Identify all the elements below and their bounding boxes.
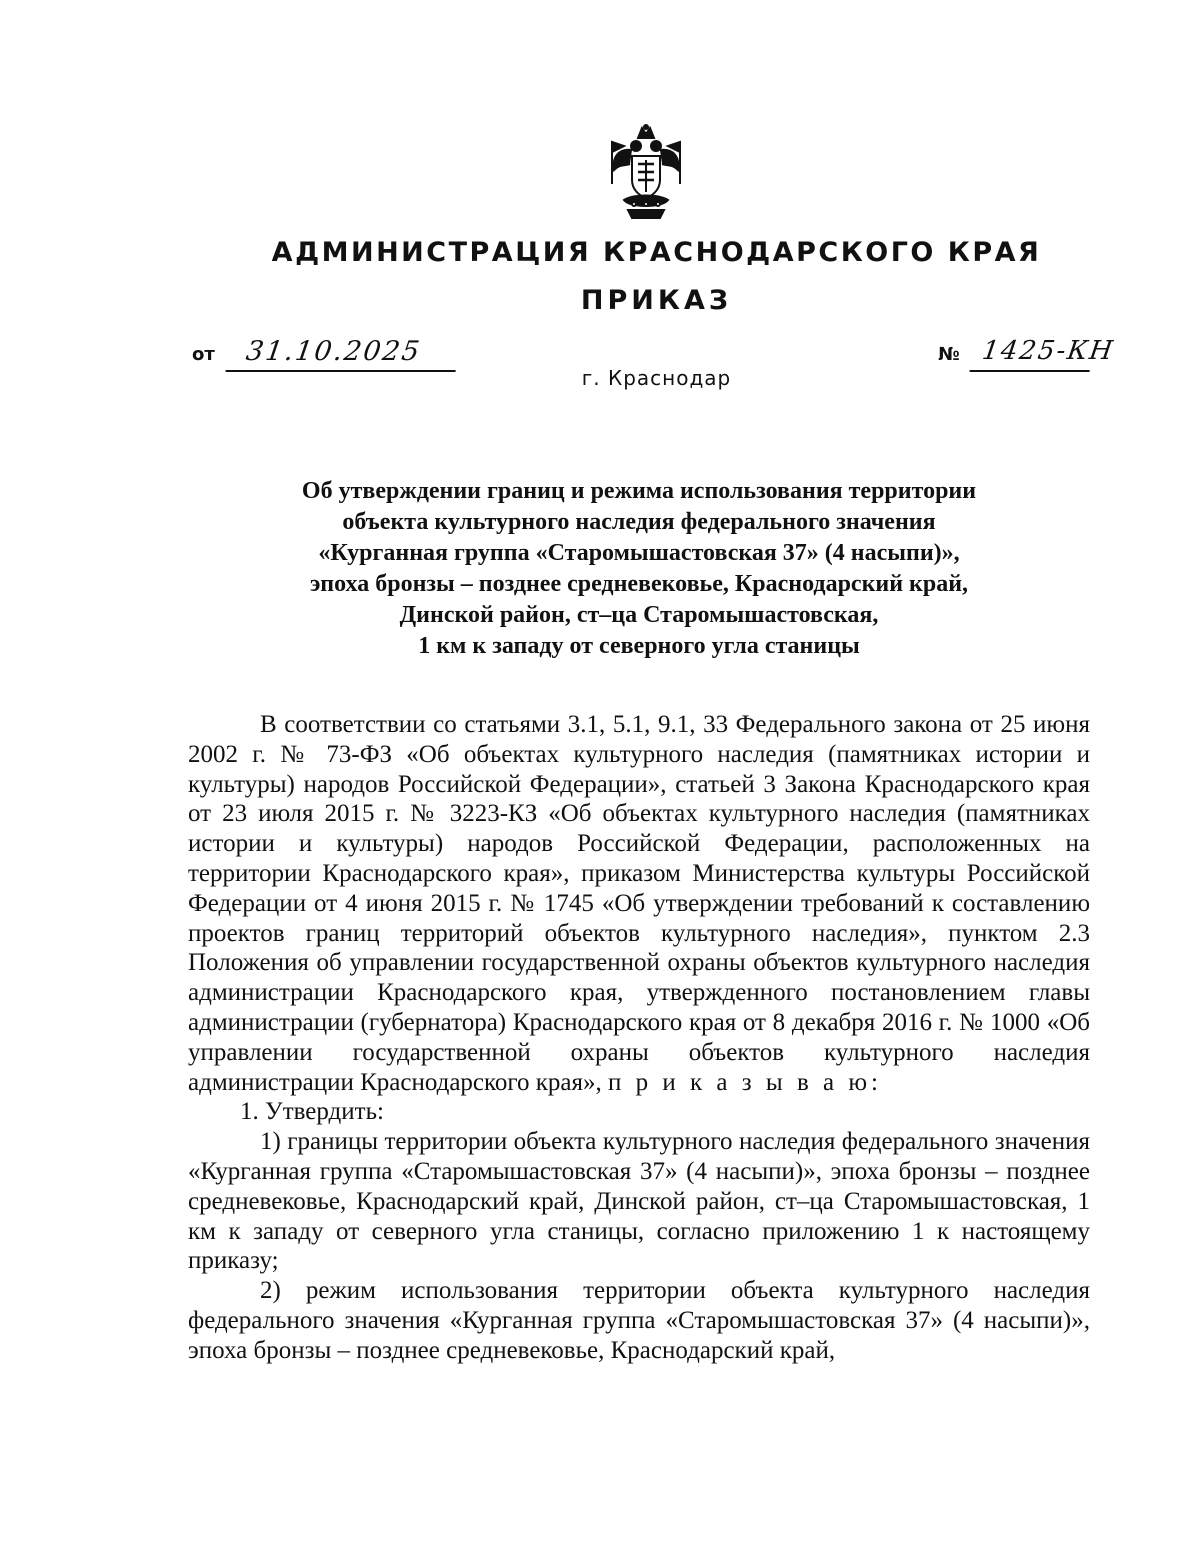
subject-line: «Курганная группа «Старомышастовская 37» (4 насыпи)»,: [318, 540, 960, 566]
preamble-text: В соответствии со статьями 3.1, 5.1, 9.1, 33 Федерального закона от 25 июня 2002 г. № 73-ФЗ «Об объектах культурного наследия (памятниках истории и культуры) народов Российской Федерации», статьей 3 Закона Краснодарского края от 23 июля 2015 г. № 3223-КЗ «Об объектах культурного наследия (памятниках истории и культуры) народов Российской Федерации, расположенных на территории Краснодарского края», приказом Министерства культуры Российской Федерации от 4 июня 2015 г. № 1745 «Об утверждении требований к составлению проектов границ территорий объектов культурного наследия», пунктом 2.3 Положения об управлении государственной охраны объектов культурного наследия администрации Краснодарского края, утвержденного постановлением главы администрации (губернатора) Краснодарского края от 8 декабря 2016 г. № 1000 «Об управлении государственной охраны объектов культурного наследия администрации Краснодарского края»,: [188, 711, 1090, 1096]
subject-line: эпоха бронзы – позднее средневековье, Краснодарский край,: [309, 571, 969, 597]
organization-title: АДМИНИСТРАЦИЯ КРАСНОДАРСКОГО КРАЯ: [271, 237, 1042, 268]
subject-line: Об утверждении границ и режима использования территории: [301, 478, 977, 504]
document-type: ПРИКАЗ: [580, 285, 733, 316]
date-value: 31.10.2025: [225, 336, 460, 372]
item-1-2: 2) режим использования территории объекта культурного наследия федерального значения «Курганная группа «Старомышастовская 37» (4 насыпи)», эпоха бронзы – позднее средневековье, Краснодарский край,: [188, 1277, 1090, 1364]
document-body: [188, 710, 1090, 1366]
number-prefix: №: [938, 344, 960, 365]
subject-heading: [0, 476, 1200, 662]
order-word: п р и к а з ы в а ю:: [608, 1068, 882, 1096]
preamble-paragraph: [188, 710, 1090, 1097]
subject-line: Динской район, ст–ца Старомышастовская,: [399, 602, 879, 628]
city: г. Краснодар: [581, 366, 732, 390]
subject-line: объекта культурного наследия федерального значения: [342, 509, 936, 535]
item-1: 1. Утвердить:: [240, 1098, 384, 1126]
subject-line: 1 км к западу от северного угла станицы: [418, 633, 860, 659]
coat-of-arms-icon: [604, 124, 688, 220]
number-value: 1425-КН: [969, 336, 1094, 372]
item-1-1: 1) границы территории объекта культурного наследия федерального значения «Курганная группа «Старомышастовская 37» (4 насыпи)», эпоха бронзы – позднее средневековье, Краснодарский край, Динской район, ст–ца Старомышастовская, 1 км к западу от северного угла станицы, согласно приложению 1 к настоящему приказу;: [188, 1128, 1090, 1275]
date-prefix: от: [192, 344, 215, 365]
